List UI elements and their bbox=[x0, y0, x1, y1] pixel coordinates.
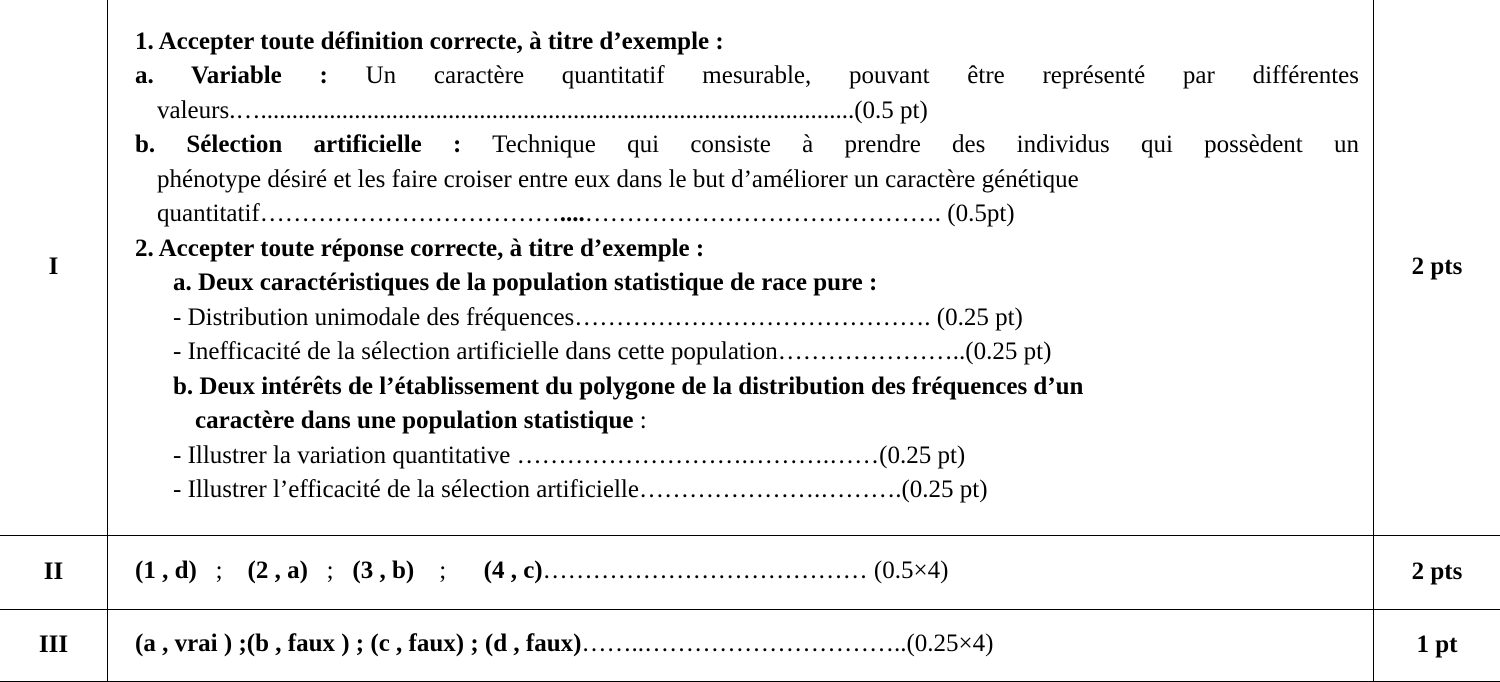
definition-variable bbox=[135, 59, 1359, 94]
selection-end-a: quantitatif……………………………… bbox=[157, 200, 560, 227]
term-selection-artificielle: b. Sélection artificielle : bbox=[135, 131, 461, 158]
definition-selection-end bbox=[135, 197, 1359, 232]
definition-variable-text: Un caractère quantitatif mesurable, pouvant être représenté par différentes bbox=[366, 62, 1359, 89]
question-2-heading: 2. Accepter toute réponse correcte, à titre d’exemple : bbox=[135, 232, 1359, 267]
row-points: 1 pt bbox=[1374, 609, 1500, 681]
true-false-pairs: (a , vrai ) ;(b , faux ) ; (c , faux) ; (d , faux) bbox=[135, 630, 581, 657]
match-pair-1: (1 , d) bbox=[135, 557, 197, 584]
question-2b-heading-tail: : bbox=[633, 407, 646, 434]
question-2b-heading-continued bbox=[135, 404, 1359, 439]
definition-selection-continued: phénotype désiré et les faire croiser entre eux dans le but d’améliorer un caractère génétique bbox=[135, 163, 1359, 198]
matching-answers bbox=[135, 554, 1359, 589]
row-number: II bbox=[0, 535, 108, 609]
selection-end-c: ……………………………………. (0.5pt) bbox=[585, 200, 1015, 227]
points-tail: ……..…………………………..(0.25×4) bbox=[581, 630, 993, 657]
true-false-answers bbox=[135, 627, 1359, 662]
definition-variable-continued: valeurs.…...............................................................................................(0.5 pt) bbox=[135, 94, 1359, 129]
row-III bbox=[0, 609, 1500, 681]
question-2b-heading: b. Deux intérêts de l’établissement du polygone de la distribution des fréquences d’un bbox=[135, 370, 1359, 405]
question-2b-item-2: - Illustrer l’efficacité de la sélection artificielle………………….……….(0.25 pt) bbox=[135, 473, 1359, 508]
question-2b-heading-bold: caractère dans une population statistique bbox=[195, 407, 633, 434]
question-2a-heading: a. Deux caractéristiques de la population statistique de race pure : bbox=[135, 266, 1359, 301]
row-content bbox=[108, 609, 1374, 681]
row-points: 2 pts bbox=[1374, 535, 1500, 609]
row-number: III bbox=[0, 609, 108, 681]
match-pair-3: (3 , b) bbox=[352, 557, 414, 584]
question-2a-item-2: - Inefficacité de la sélection artificielle dans cette population…………………..(0.25 pt) bbox=[135, 335, 1359, 370]
definition-selection-text: Technique qui consiste à prendre des individus qui possèdent un bbox=[492, 131, 1359, 158]
row-points: 2 pts bbox=[1374, 0, 1500, 535]
points-tail: ………………………………… (0.5×4) bbox=[543, 557, 949, 584]
term-variable: a. Variable : bbox=[135, 62, 328, 89]
separator: ; bbox=[327, 557, 334, 584]
row-content bbox=[108, 535, 1374, 609]
row-number: I bbox=[0, 0, 108, 535]
definition-selection bbox=[135, 128, 1359, 163]
match-pair-4: (4 , c) bbox=[484, 557, 543, 584]
separator: ; bbox=[216, 557, 223, 584]
row-II bbox=[0, 535, 1500, 609]
separator: ; bbox=[439, 557, 446, 584]
match-pair-2: (2 , a) bbox=[248, 557, 308, 584]
question-1-heading: 1. Accepter toute définition correcte, à titre d’exemple : bbox=[135, 25, 1359, 60]
question-2a-item-1: - Distribution unimodale des fréquences……………………………………. (0.25 pt) bbox=[135, 301, 1359, 336]
question-2b-item-1: - Illustrer la variation quantitative ……………………….……….……(0.25 pt) bbox=[135, 439, 1359, 474]
selection-end-b: .... bbox=[560, 200, 585, 227]
row-content bbox=[108, 0, 1374, 535]
